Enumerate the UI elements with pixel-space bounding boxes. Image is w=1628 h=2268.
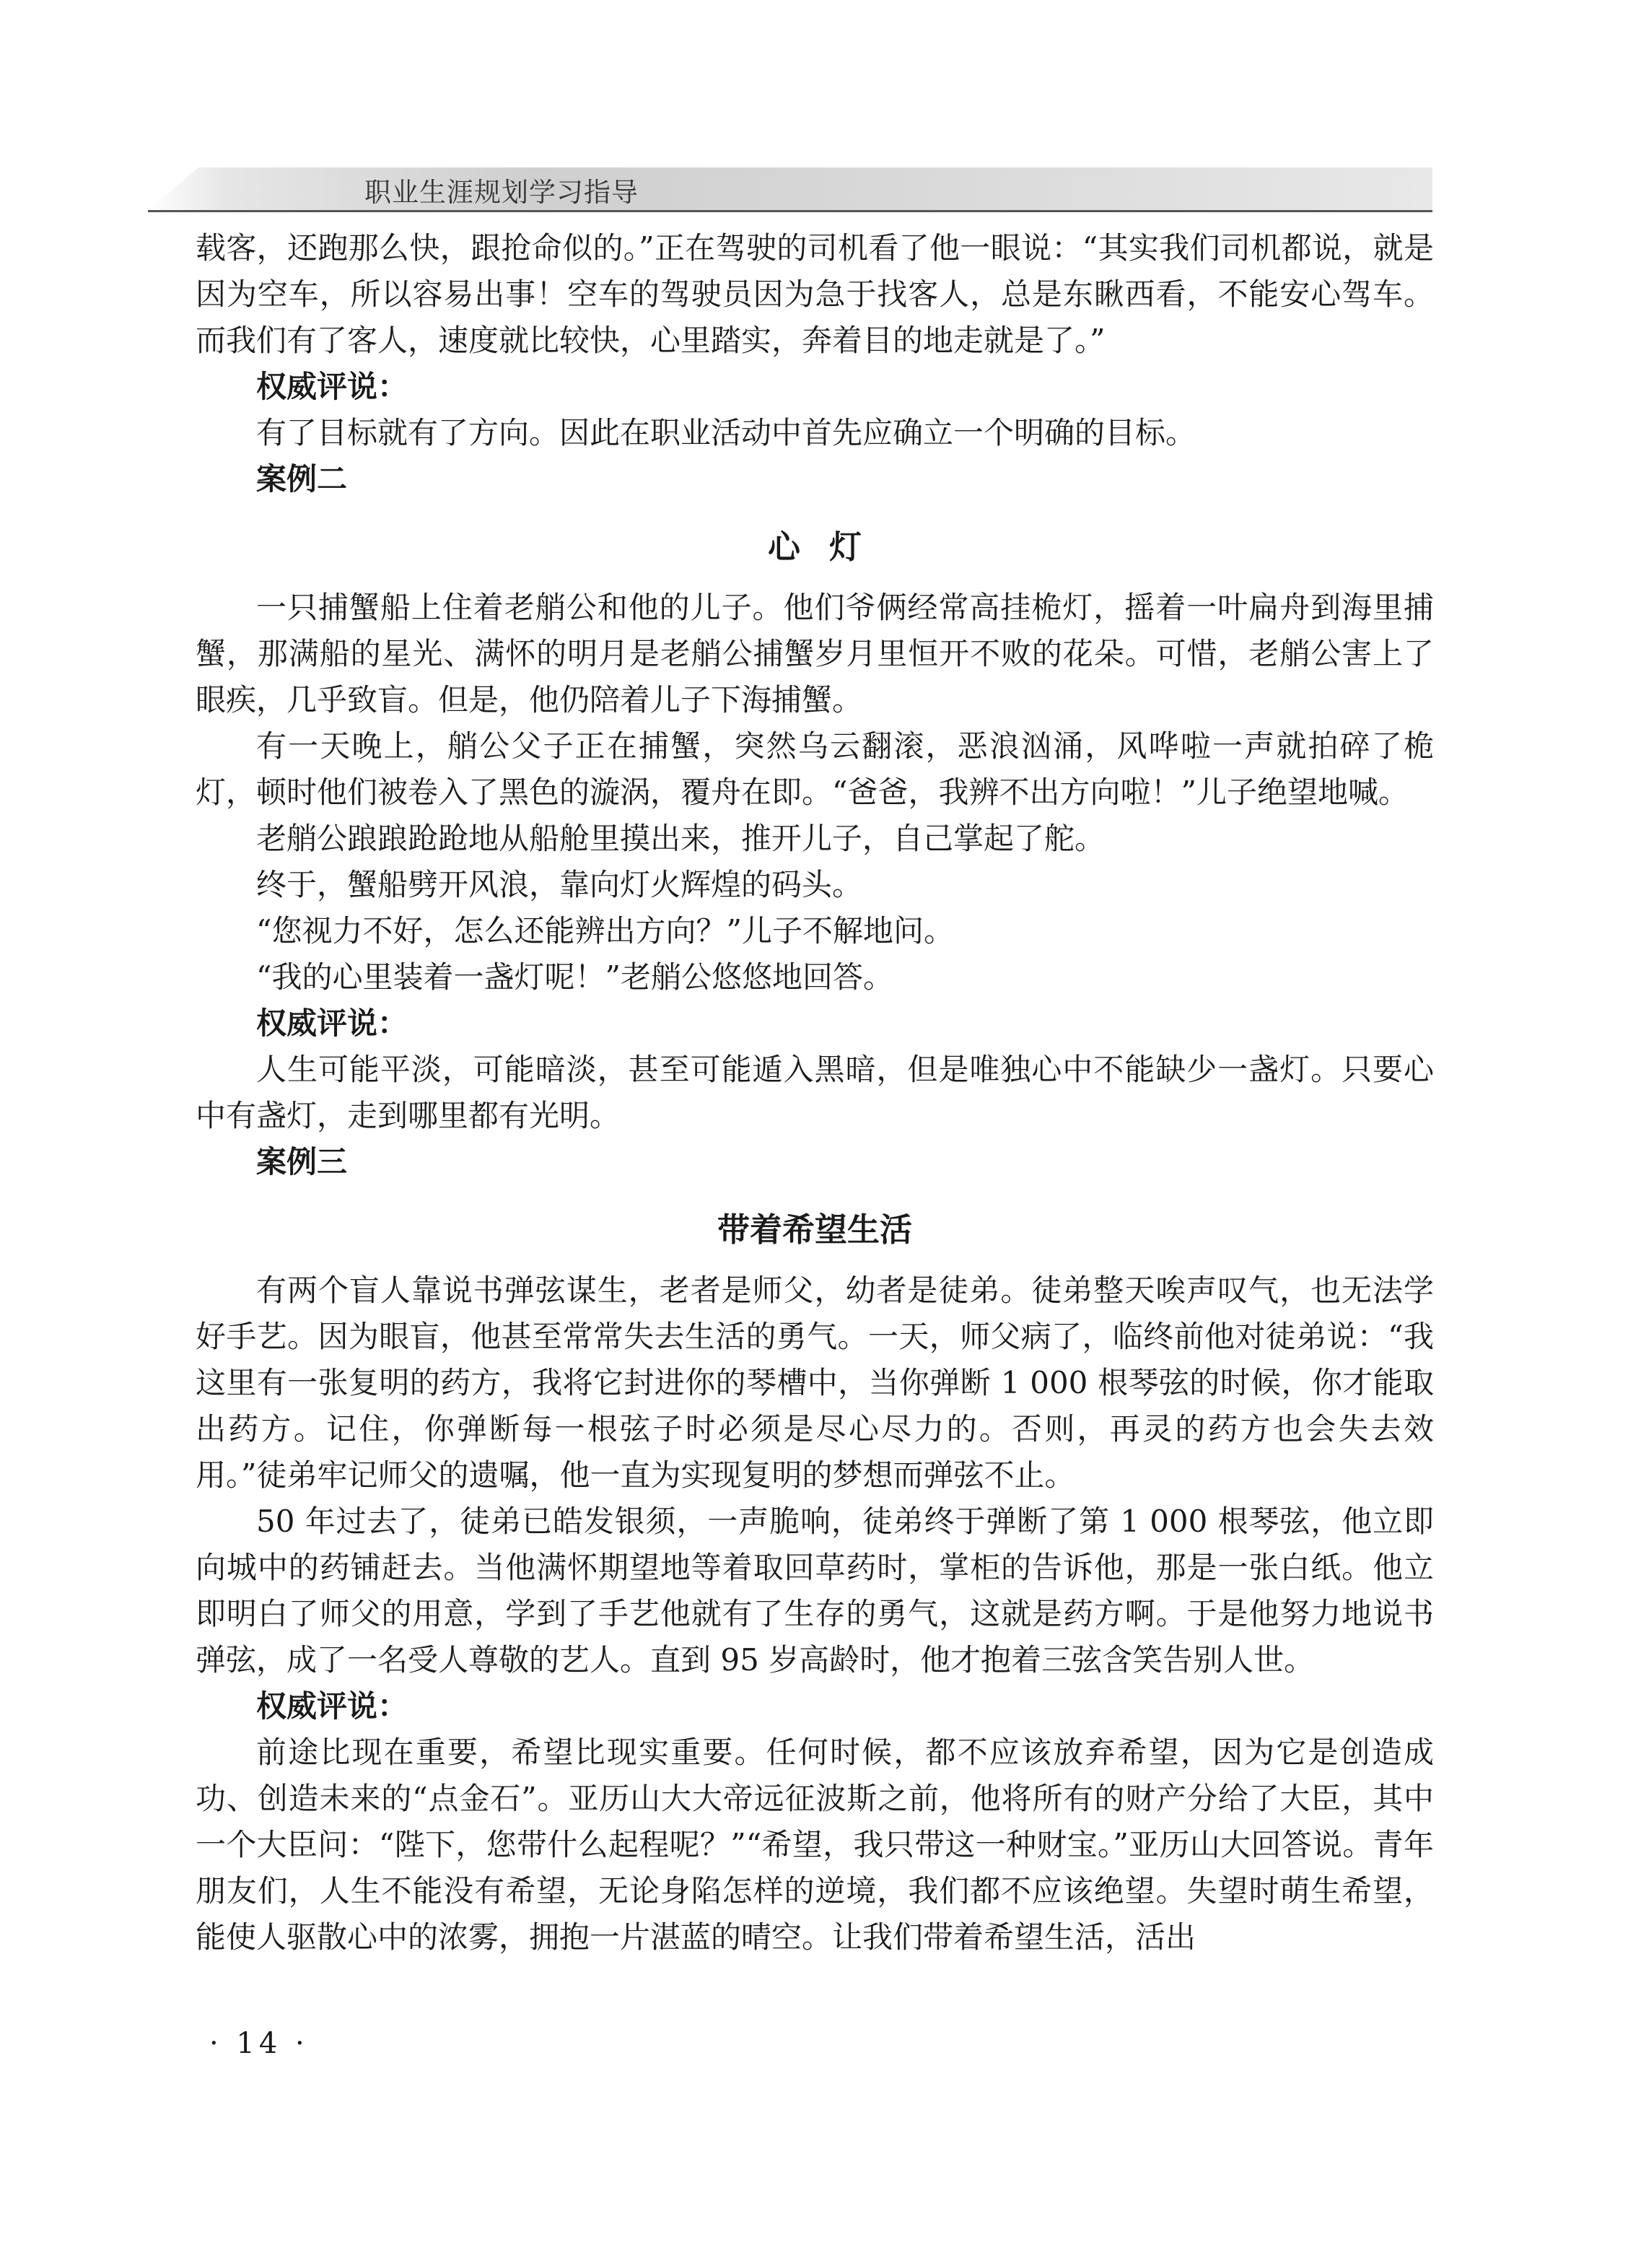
case-label-2: 案例二 <box>256 461 348 497</box>
case2-paragraph: “我的心里装着一盏灯呢！”老艄公悠悠地回答。 <box>256 959 893 995</box>
comment-text-1: 有了目标就有了方向。因此在职业活动中首先应确立一个明确的目标。 <box>256 415 1196 450</box>
header-band <box>148 167 1432 211</box>
page-number: · 14 · <box>209 2027 309 2060</box>
comment-heading-1: 权威评说： <box>256 369 408 404</box>
case2-paragraph: 一只捕蟹船上住着老艄公和他的儿子。他们爷俩经常高挂桅灯，摇着一叶扁舟到海里捕蟹，那满船的星光、满怀的明月是老艄公捕蟹岁月里恒开不败的花朵。可惜，老艄公害上了眼疾，几乎致盲。但是，他仍陪着儿子下海捕蟹。 <box>196 590 1434 718</box>
case-title-2: 心灯 <box>767 528 890 566</box>
comment-heading-3: 权威评说： <box>256 1688 408 1724</box>
intro-paragraph: 载客，还跑那么快，跟抢命似的。”正在驾驶的司机看了他一眼说：“其实我们司机都说，就是因为空车，所以容易出事！空车的驾驶员因为急于找客人，总是东瞅西看，不能安心驾车。而我们有了客人，速度就比较快，心里踏实，奔着目的地走就是了。” <box>196 230 1434 358</box>
case-title-3: 带着希望生活 <box>717 1211 912 1249</box>
comment-text-2: 人生可能平淡，可能暗淡，甚至可能遁入黑暗，但是唯独心中不能缺少一盏灯。只要心中有盏灯，走到哪里都有光明。 <box>196 1052 1434 1133</box>
case-label-3: 案例三 <box>256 1144 348 1179</box>
case2-paragraph: 老艄公踉踉跄跄地从船舱里摸出来，推开儿子，自己掌起了舵。 <box>256 821 1106 856</box>
case2-paragraph: 终于，蟹船劈开风浪，靠向灯火辉煌的码头。 <box>256 867 863 902</box>
comment-heading-2: 权威评说： <box>256 1006 408 1041</box>
page-body <box>196 225 1434 1960</box>
case2-paragraph: “您视力不好，怎么还能辨出方向？”儿子不解地问。 <box>256 913 954 948</box>
header-rule <box>148 210 1432 212</box>
comment-text-3: 前途比现在重要，希望比现实重要。任何时候，都不应该放弃希望，因为它是创造成功、创造未来的“点金石”。亚历山大大帝远征波斯之前，他将所有的财产分给了大臣，其中一个大臣问：“陛下，您带什么起程呢？”“希望，我只带这一种财宝。”亚历山大回答说。青年朋友们，人生不能没有希望，无论身陷怎样的逆境，我们都不应该绝望。失望时萌生希望，能使人驱散心中的浓雾，拥抱一片湛蓝的晴空。让我们带着希望生活，活出 <box>196 1735 1434 1955</box>
case3-paragraph: 有两个盲人靠说书弹弦谋生，老者是师父，幼者是徒弟。徒弟整天唉声叹气，也无法学好手艺。因为眼盲，他甚至常常失去生活的勇气。一天，师父病了，临终前他对徒弟说：“我这里有一张复明的药方，我将它封进你的琴槽中，当你弹断 1 000 根琴弦的时候，你才能取出药方。记住，你弹断每一根弦子时必须是尽心尽力的。否则，再灵的药方也会失去效用。”徒弟牢记师父的遗嘱，他一直为实现复明的梦想而弹弦不止。 <box>196 1273 1434 1493</box>
case2-paragraph: 有一天晚上，艄公父子正在捕蟹，突然乌云翻滚，恶浪汹涌，风哗啦一声就拍碎了桅灯，顿时他们被卷入了黑色的漩涡，覆舟在即。“爸爸，我辨不出方向啦！”儿子绝望地喊。 <box>196 728 1434 810</box>
running-header-title: 职业生涯规划学习指导 <box>364 177 639 208</box>
case3-paragraph: 50 年过去了，徒弟已皓发银须，一声脆响，徒弟终于弹断了第 1 000 根琴弦，他立即向城中的药铺赶去。当他满怀期望地等着取回草药时，掌柜的告诉他，那是一张白纸。他立即明白了师父的用意，学到了手艺他就有了生存的勇气，这就是药方啊。于是他努力地说书弹弦，成了一名受人尊敬的艺人。直到 95 岁高龄时，他才抱着三弦含笑告别人世。 <box>196 1504 1434 1678</box>
